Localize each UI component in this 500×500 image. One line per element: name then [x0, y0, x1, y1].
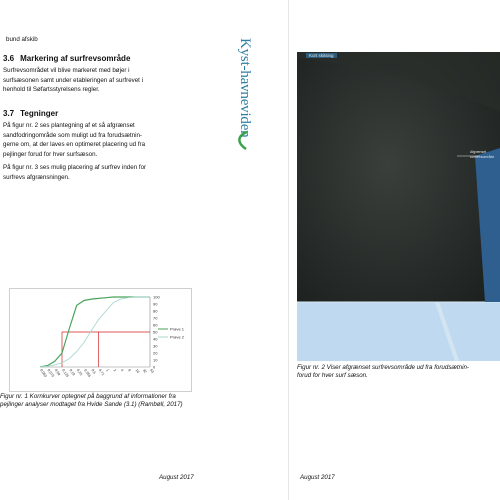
x-tick-label: 0,075 — [46, 368, 55, 378]
section-3-6-heading — [3, 54, 130, 63]
x-tick-label: 4 — [119, 368, 125, 373]
right-page-footer: August 2017 — [300, 474, 335, 481]
section-title: Markering af surfrevsområde — [20, 54, 131, 63]
x-tick-label: 16 — [134, 368, 141, 374]
y-tick-label: 30 — [153, 343, 158, 349]
x-tick-label: 0,09 — [53, 368, 62, 377]
x-tick-label: 0,5 — [90, 368, 97, 375]
map-image — [297, 52, 500, 361]
x-tick-label: 0,063 — [39, 368, 48, 378]
page-divider — [288, 0, 289, 500]
x-tick-label: 2 — [112, 368, 117, 373]
x-tick-label: 8 — [127, 368, 132, 373]
grain-size-chart — [9, 288, 192, 392]
x-tick-label: 0,18 — [68, 368, 76, 377]
section-3-7-body — [3, 121, 223, 182]
map-annotation: Afgrænset surfrevsområde — [470, 150, 495, 159]
x-tick-label: 0,71 — [97, 368, 106, 377]
section-title: Tegninger — [20, 109, 59, 118]
x-tick-label: 0,355 — [83, 368, 92, 378]
x-tick-label: 0,25 — [75, 368, 84, 377]
body-line: surfrevs afgrænsningen. — [3, 173, 70, 181]
x-tick-label: 32 — [141, 368, 148, 374]
x-tick-label: 1 — [105, 368, 110, 373]
caption-line: Figur nr. 1 Kornkurver optegnet på baggrund af informationer fra — [0, 393, 176, 400]
logo-text: Kyst-havneviden — [237, 38, 253, 138]
caption-line: forud for hver surf sæson. — [297, 372, 368, 379]
body-line: henhold til Søfartsstyrelsens regler. — [3, 86, 100, 93]
caption-line: pejlinger analyser modtaget fra Hvide Sande (3.1) (Rambøll, 2017) — [0, 401, 183, 408]
y-tick-label: 80 — [153, 308, 158, 314]
kyst-havneviden-logo — [233, 36, 255, 154]
chart-svg — [10, 289, 191, 391]
y-tick-label: 40 — [153, 336, 158, 342]
caption-line: Figur nr. 2 Viser afgrænset surfrevsområde ud fra forudsætnin- — [297, 364, 469, 371]
body-line: gerne om, at der laves en optimeret placering ud fra — [3, 141, 146, 148]
y-tick-label: 70 — [153, 315, 158, 321]
section-3-6-body — [3, 66, 218, 95]
body-line: pejlinger forud for hver surfsæson. — [3, 150, 98, 158]
figure-2-caption — [297, 364, 500, 380]
y-tick-label: 0 — [153, 364, 156, 370]
legend-label: Prøve 2 — [170, 334, 185, 340]
logo-wave-icon — [233, 131, 251, 151]
left-page-footer: August 2017 — [159, 474, 194, 481]
aerial-map — [297, 52, 500, 361]
body-line: sandfodringområde som muligt ud fra forudsætnin- — [3, 131, 142, 139]
section-number: 3.6 — [3, 54, 15, 63]
y-tick-label: 90 — [153, 301, 158, 307]
x-tick-label: 0,125 — [61, 368, 70, 378]
y-tick-label: 10 — [153, 357, 158, 363]
map-label: Kort skitsing — [306, 53, 337, 58]
body-line: På figur nr. 3 ses mulig placering af surfrev inden for — [3, 164, 147, 171]
top-fragment-text: bund afskib — [6, 36, 38, 43]
y-tick-label: 20 — [153, 350, 158, 356]
y-tick-label: 50 — [153, 329, 158, 335]
section-3-7-heading — [3, 109, 58, 118]
figure-1-caption — [0, 393, 230, 409]
y-tick-label: 60 — [153, 322, 158, 328]
y-tick-label: 100 — [153, 294, 160, 300]
legend-label: Prøve 1 — [170, 326, 185, 332]
body-line: På figur nr. 2 ses plantegning af et så afgrænset — [3, 122, 135, 129]
body-line: surfsæsonen samt under etableringen af surfrevet i — [3, 76, 143, 84]
x-tick-label: 63 — [149, 368, 155, 374]
body-line: Surfrevsområdet vil blive markeret med bøjer i — [3, 67, 130, 74]
section-number: 3.7 — [3, 109, 15, 118]
